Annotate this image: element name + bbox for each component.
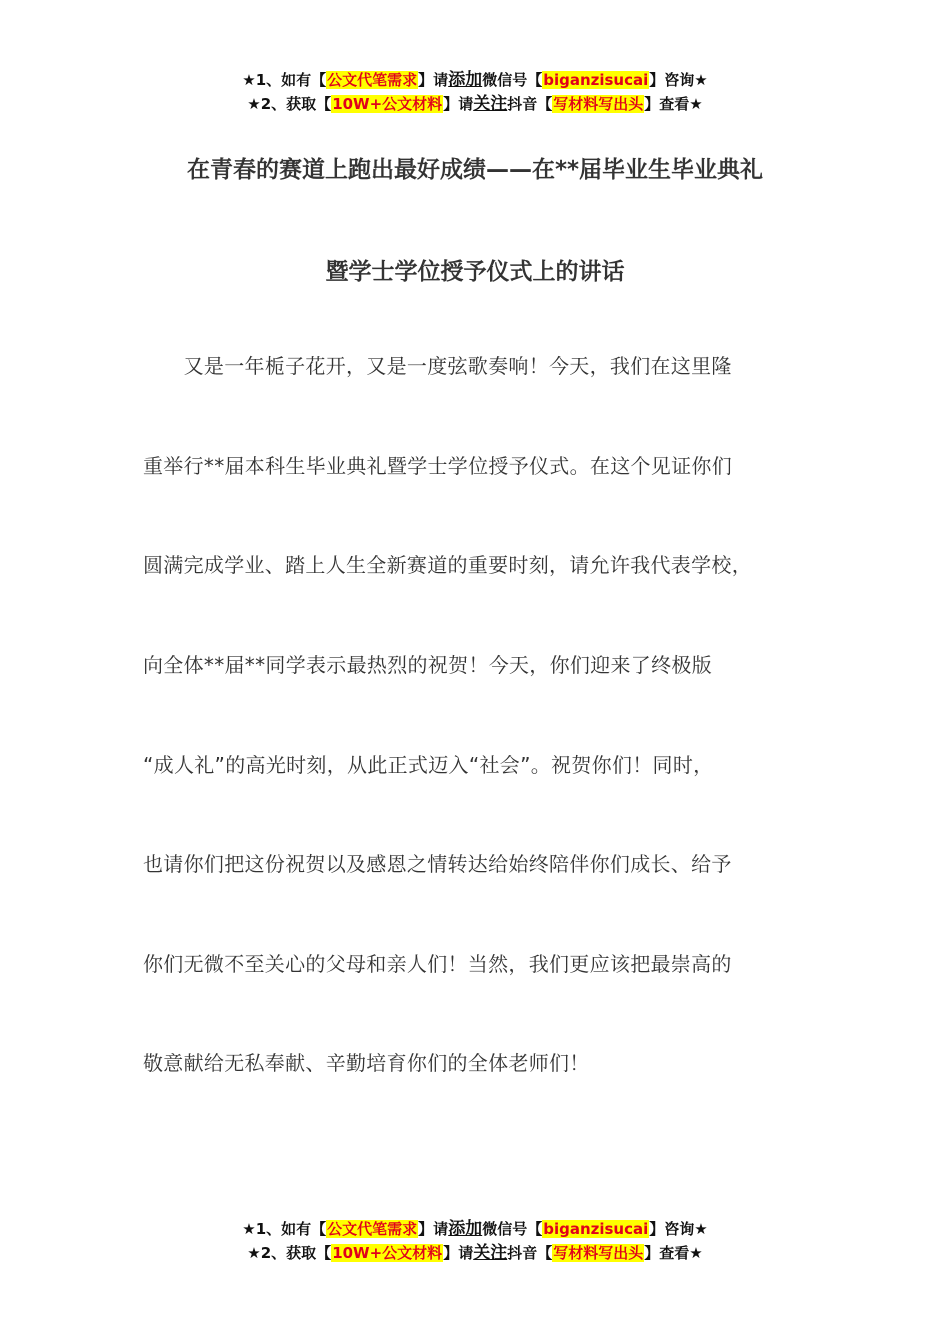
promo-highlight: 10W+公文材料 [332, 95, 443, 113]
promo-highlight: 10W+公文材料 [332, 1244, 443, 1262]
promo-text: 】请 [418, 1220, 449, 1238]
promo-douyin-id: 写材料写出头 [553, 1244, 644, 1262]
header-promo-line-1 [0, 68, 950, 92]
header-promo-line-2 [0, 92, 950, 116]
page-title-line-1: 在青春的赛道上跑出最好成绩——在**届毕业生毕业典礼 [186, 157, 764, 183]
promo-wechat-id: biganzisucai [543, 1220, 649, 1238]
body-text-line: 也请你们把这份祝贺以及感恩之情转达给始终陪伴你们成长、给予 [143, 852, 732, 876]
promo-highlight: 公文代笔需求 [327, 1220, 418, 1238]
promo-text: 抖音【 [507, 95, 553, 113]
footer-promo [0, 1217, 950, 1265]
promo-prefix: ★1、如有【 [242, 1220, 327, 1238]
body-text-line: 又是一年栀子花开，又是一度弦歌奏响！今天，我们在这里隆 [143, 354, 732, 378]
promo-suffix: 】咨询★ [649, 71, 708, 89]
promo-text: 微信号【 [482, 1220, 543, 1238]
promo-emphasis: 关注 [473, 1243, 508, 1263]
promo-text: 】请 [443, 1244, 474, 1262]
promo-prefix: ★2、获取【 [247, 95, 332, 113]
promo-emphasis: 添加 [448, 70, 483, 90]
footer-promo-line-1 [0, 1217, 950, 1241]
promo-douyin-id: 写材料写出头 [553, 95, 644, 113]
body-text-line: 敬意献给无私奉献、辛勤培育你们的全体老师们！ [143, 1051, 590, 1075]
promo-prefix: ★2、获取【 [247, 1244, 332, 1262]
footer-promo-line-2 [0, 1241, 950, 1265]
promo-prefix: ★1、如有【 [242, 71, 327, 89]
promo-highlight: 公文代笔需求 [327, 71, 418, 89]
promo-suffix: 】查看★ [644, 1244, 703, 1262]
promo-emphasis: 添加 [448, 1219, 483, 1239]
promo-emphasis: 关注 [473, 94, 508, 114]
page-title-line-2: 暨学士学位授予仪式上的讲话 [325, 259, 625, 285]
body-text-line: “成人礼”的高光时刻，从此正式迈入“社会”。祝贺你们！同时， [143, 753, 714, 777]
body-text-line: 你们无微不至关心的父母和亲人们！当然，我们更应该把最崇高的 [143, 952, 732, 976]
promo-text: 微信号【 [482, 71, 543, 89]
promo-wechat-id: biganzisucai [543, 71, 649, 89]
promo-text: 抖音【 [507, 1244, 553, 1262]
promo-text: 】请 [418, 71, 449, 89]
body-text-line: 圆满完成学业、踏上人生全新赛道的重要时刻，请允许我代表学校， [143, 553, 752, 577]
promo-suffix: 】查看★ [644, 95, 703, 113]
promo-text: 】请 [443, 95, 474, 113]
promo-suffix: 】咨询★ [649, 1220, 708, 1238]
body-text-line: 重举行**届本科生毕业典礼暨学士学位授予仪式。在这个见证你们 [143, 454, 732, 478]
header-promo [0, 68, 950, 116]
body-text-line: 向全体**届**同学表示最热烈的祝贺！今天，你们迎来了终极版 [143, 653, 712, 677]
